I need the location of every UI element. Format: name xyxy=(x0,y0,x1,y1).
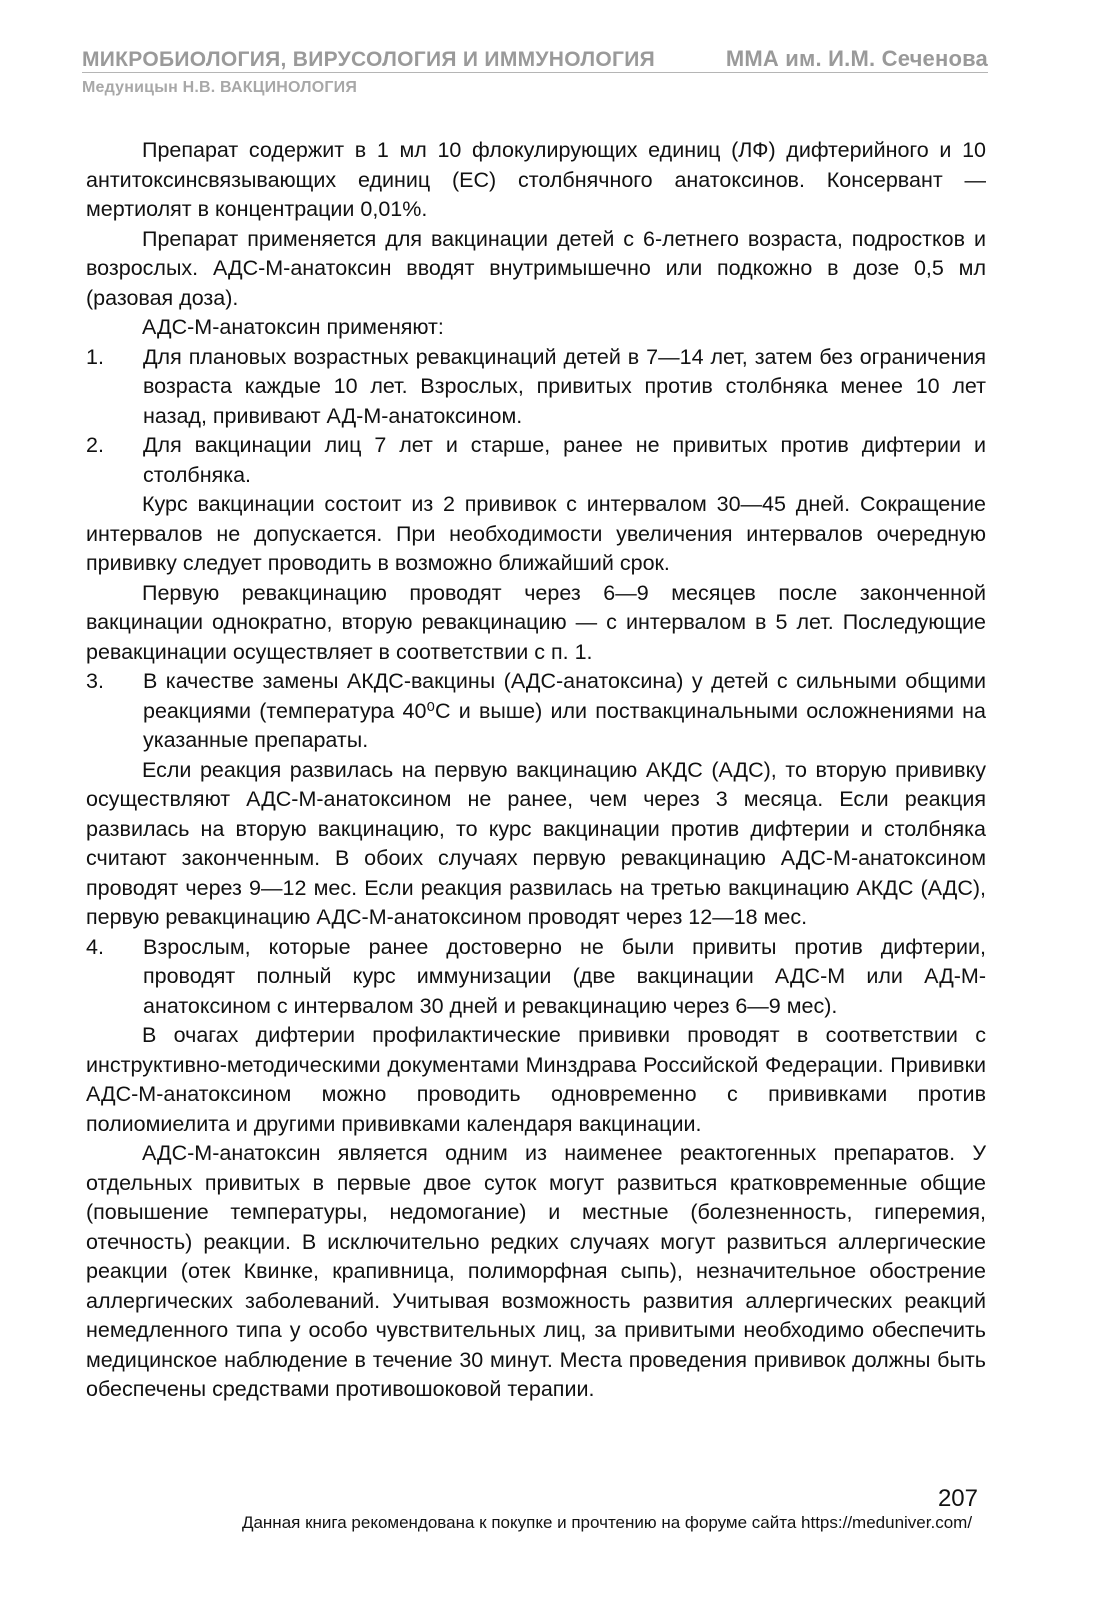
list-item xyxy=(86,933,986,1022)
list-text: Взрослым, которые ранее достоверно не были привиты против дифтерии, проводят полный курс иммунизации (две вакцинации АДС-М или АД-М-анатоксином с интервалом 30 дней и ревакцинацию через 6—9 мес). xyxy=(143,934,986,1018)
list-item xyxy=(86,431,986,490)
paragraph: Первую ревакцинацию проводят через 6—9 месяцев после законченной вакцинации однократно, вторую ревакцинацию — с интервалом в 5 лет. Последующие ревакцинации осуществляет в соответствии с п. 1. xyxy=(86,580,986,664)
list-text: В качестве замены АКДС-вакцины (АДС-анатоксина) у детей с сильными общими реакциями (температура 40⁰С и выше) или поствакцинальными осложнениями на указанные препараты. xyxy=(143,669,986,752)
list-number: 1. xyxy=(86,344,104,369)
header-institution: ММА им. И.М. Сеченова xyxy=(725,46,988,71)
header-book-title: Медуницын Н.В. ВАКЦИНОЛОГИЯ xyxy=(82,79,358,96)
list-text: Для вакцинации лиц 7 лет и старше, ранее не привитых против дифтерии и столбняка. xyxy=(143,433,986,487)
paragraph: АДС-М-анатоксин применяют: xyxy=(142,315,444,339)
paragraph: Курс вакцинации состоит из 2 прививок с интервалом 30—45 дней. Сокращение интервалов не допускается. При необходимости увеличения интервалов очередную прививку следует проводить в возможно ближайший срок. xyxy=(86,492,986,575)
page-number: 207 xyxy=(937,1485,978,1512)
page-body xyxy=(86,136,986,1405)
paragraph: В очагах дифтерии профилактические прививки проводят в соответствии с инструктивно-методическими документами Минздрава Российской Федерации. Прививки АДС-М-анатоксином можно проводить одновременно с прививками против полиомиелита и другими прививками календаря вакцинации. xyxy=(86,1023,986,1136)
paragraph: Если реакция развилась на первую вакцинацию АКДС (АДС), то вторую прививку осуществляют АДС-М-анатоксином не ранее, чем через 3 месяца. Если реакция развилась на вторую вакцинацию, то курс вакцинации против дифтерии и столбняка считают законченным. В обоих случаях первую ревакцинацию АДС-М-анатоксином проводят через 9—12 мес. Если реакция развилась на третью вакцинацию АКДС (АДС), первую ревакцинацию АДС-М-анатоксином проводят через 12—18 мес. xyxy=(86,757,986,929)
running-header xyxy=(82,46,988,72)
list-number: 3. xyxy=(86,669,104,693)
paragraph: Препарат применяется для вакцинации детей с 6-летнего возраста, подростков и возрослых. АДС-М-анатоксин вводят внутримышечно или подкожно в дозе 0,5 мл (разовая доза). xyxy=(86,226,986,310)
list-number: 2. xyxy=(86,433,104,457)
header-rule xyxy=(82,72,988,73)
footer-note: Данная книга рекомендована к покупке и прочтению на форуме сайта https://meduniver.com/ xyxy=(241,1513,973,1532)
list-item xyxy=(86,667,986,756)
header-subject: МИКРОБИОЛОГИЯ, ВИРУСОЛОГИЯ И ИММУНОЛОГИЯ xyxy=(82,48,656,71)
paragraph: Препарат содержит в 1 мл 10 флокулирующих единиц (ЛФ) дифтерийного и 10 антитоксинсвязывающих единиц (ЕС) столбнячного анатоксинов. Консервант — мертиолят в концентрации 0,01%. xyxy=(86,138,986,221)
list-item xyxy=(86,343,986,432)
list-number: 4. xyxy=(86,934,104,959)
paragraph: АДС-М-анатоксин является одним из наименее реактогенных препаратов. У отдельных привитых в первые двое суток могут развиться кратковременные общие (повышение температуры, недомогание) и местные (болезненность, гиперемия, отечность) реакции. В исключительно редких случаях могут развиться аллергические реакции (отек Квинке, крапивница, полиморфная сыпь), незначительное обострение аллергических заболеваний. Учитывая возможность развития аллергических реакций немедленного типа у особо чувствительных лиц, за привитыми необходимо обеспечить медицинское наблюдение в течение 30 минут. Места проведения прививок должны быть обеспечены средствами противошоковой терапии. xyxy=(86,1141,986,1401)
list-text: Для плановых возрастных ревакцинаций детей в 7—14 лет, затем без ограничения возраста каждые 10 лет. Взрослых, привитых против столбняка менее 10 лет назад, прививают АД-М-анатоксином. xyxy=(143,344,986,428)
